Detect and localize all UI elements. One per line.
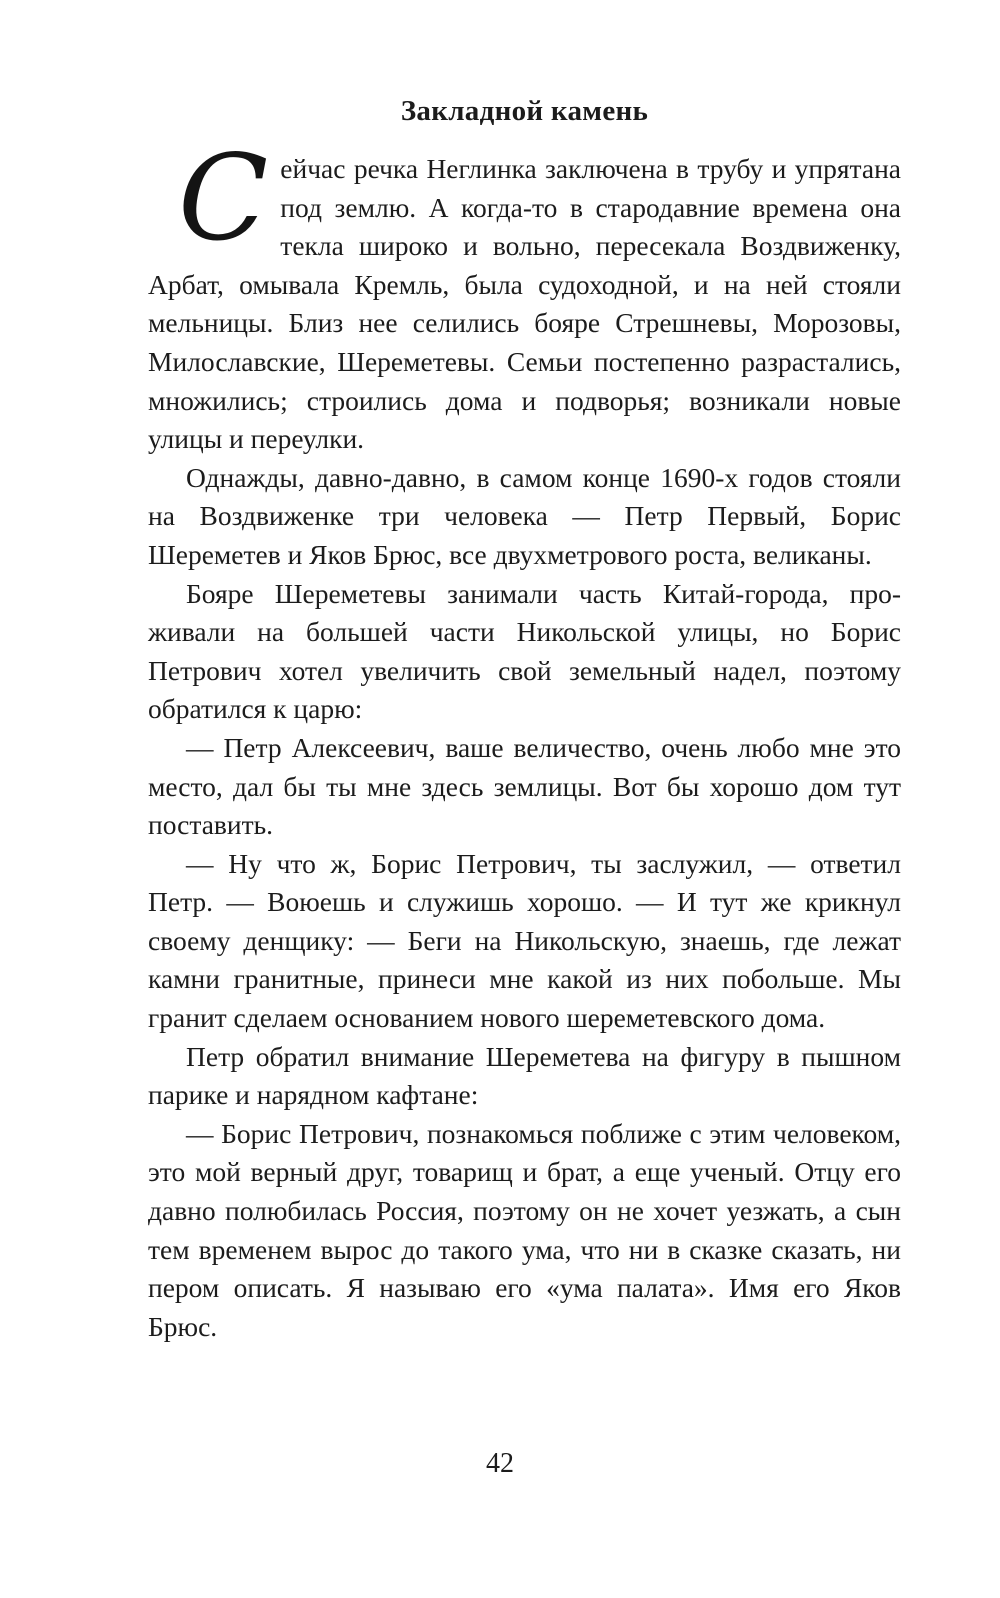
paragraph-3: Бояре Шереметевы занимали часть Китай-города, проживали на большей части Никольской улицы, но Борис Петрович хотел увеличить свой земельный надел, поэтому обратился к царю: [148, 577, 901, 725]
paragraph-2: Однажды, давно-давно, в самом конце 1690-х годов стояли на Воздвиженке три человека — Петр Первый, Борис Шереметев и Яков Брюс, все двухметрового роста, великаны. [148, 461, 901, 570]
paragraph-1-text: ейчас речка Неглинка заключена в трубу и упрятана под землю. А когда-то в стародавние времена она текла широко и вольно, пересекала Воздвиженку, Арбат, омывала Кремль, была судоходной, и на ней стояли мельницы. Близ нее селились бояре Стрешневы, Морозовы, Милославские, Шереметевы. Семьи постепенно разрастались, множились; строились дома и подворья; возникали новые улицы и переулки. [148, 153, 901, 455]
paragraph-5: — Ну что ж, Борис Петрович, ты заслужил, — ответил Петр. — Воюешь и служишь хорошо. — И тут же крикнул своему денщику: — Беги на Никольскую, знаешь, где лежат камни гранитные, принеси мне какой из них побольше. Мы гранит сделаем основанием нового шереметевского дома. [148, 847, 901, 1034]
drop-cap-letter: С [178, 129, 269, 267]
paragraph-7: — Борис Петрович, познакомься поближе с этим человеком, это мой верный друг, товарищ и брат, а еще ученый. Отцу его давно полюбилась Россия, поэтому он не хочет уезжать, а сын тем временем вырос до такого ума, что ни в сказке сказать, ни пером описать. Я называю его «ума палата». Имя его Яков Брюс. [148, 1117, 901, 1342]
paragraph-1 [148, 129, 901, 459]
page-number: 42 [486, 1448, 514, 1479]
paragraph-4: — Петр Алексеевич, ваше величество, очень любо мне это место, дал бы ты мне здесь землицы. Вот бы хорошо дом тут поставить. [148, 731, 901, 841]
paragraph-6: Петр обратил внимание Шереметева на фигуру в пышном парике и нарядном кафтане: [148, 1040, 901, 1111]
page-body [148, 86, 901, 1346]
chapter-title: Закладной камень [400, 95, 649, 127]
